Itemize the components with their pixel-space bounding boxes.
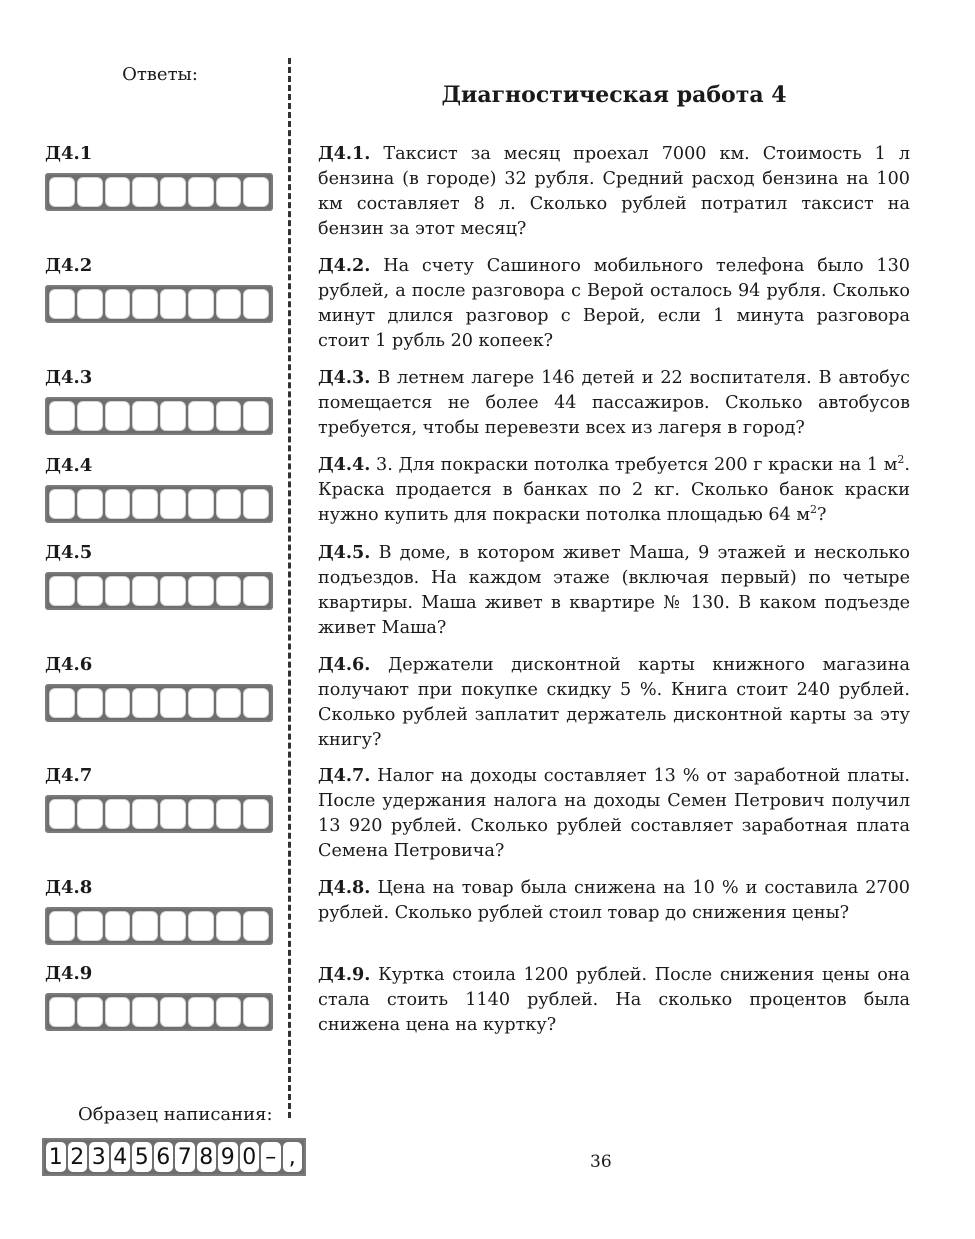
sample-digit: 3 [89,1142,109,1172]
sample-digit: 0 [240,1142,260,1172]
task-id: Д4.8. [318,877,371,898]
task-id: Д4.3. [318,367,371,388]
answer-cell[interactable] [188,799,214,829]
answer-cell[interactable] [243,289,269,319]
task-id: Д4.2. [318,255,371,276]
task-text: Таксист за месяц проехал 7000 км. Стоимость 1 л бензина (в городе) 32 рубля. Средний расход бензина на 100 км составляет 8 л. Сколько рублей потратил таксист на бензин за этот месяц? [318,144,910,239]
answer-cell[interactable] [77,576,103,606]
answer-cell[interactable] [188,177,214,207]
answer-cell[interactable] [160,997,186,1027]
sample-digit: 7 [175,1142,195,1172]
task-text: Держатели дисконтной карты книжного магазина получают при покупке скидку 5 %. Книга стоит 240 рублей. Сколько рублей заплатит держатель дисконтной карты за эту книгу? [318,655,910,750]
answer-block-9 [45,963,273,1031]
answer-label: Д4.6 [45,654,93,675]
sample-digit: 5 [132,1142,152,1172]
task-1 [318,141,910,242]
answer-boxes[interactable] [45,993,273,1031]
answer-cell[interactable] [77,688,103,718]
answer-cell[interactable] [49,799,75,829]
answer-cell[interactable] [188,289,214,319]
answer-cell[interactable] [77,401,103,431]
sample-dash: – [261,1142,281,1172]
task-text: Куртка стоила 1200 рублей. После снижения цены она стала стоить 1140 рублей. На сколько процентов была снижена цена на куртку? [318,965,910,1035]
task-id: Д4.6. [318,654,371,675]
sample-digit: 2 [68,1142,88,1172]
answer-cell[interactable] [243,576,269,606]
answer-cell[interactable] [132,911,158,941]
answer-cell[interactable] [132,177,158,207]
task-id: Д4.9. [318,964,371,985]
answer-cell[interactable] [77,799,103,829]
task-5 [318,540,910,641]
answer-cell[interactable] [77,289,103,319]
superscript: 2 [810,503,818,517]
answer-boxes[interactable] [45,173,273,211]
superscript: 2 [897,453,905,467]
answer-cell[interactable] [105,997,131,1027]
answer-block-5 [45,542,273,610]
answer-block-8 [45,877,273,945]
answer-label: Д4.5 [45,542,93,563]
answer-block-7 [45,765,273,833]
answer-cell[interactable] [188,489,214,519]
answer-boxes[interactable] [45,907,273,945]
answer-cell[interactable] [160,177,186,207]
answer-block-6 [45,654,273,722]
task-7 [318,763,910,864]
answer-cell[interactable] [188,997,214,1027]
answer-cell[interactable] [216,576,242,606]
answer-boxes[interactable] [45,397,273,435]
answer-cell[interactable] [77,911,103,941]
task-9 [318,962,910,1038]
answer-label: Д4.2 [45,255,93,276]
answer-cell[interactable] [49,911,75,941]
answer-cell[interactable] [105,576,131,606]
answer-cell[interactable] [49,289,75,319]
answer-boxes[interactable] [45,572,273,610]
answer-cell[interactable] [49,177,75,207]
answer-label: Д4.7 [45,765,93,786]
answer-block-4 [45,455,273,523]
sample-digit: 1 [46,1142,66,1172]
answer-cell[interactable] [160,799,186,829]
answer-boxes[interactable] [45,485,273,523]
sample-comma: , [283,1142,303,1172]
answer-boxes[interactable] [45,285,273,323]
sample-digit: 4 [111,1142,131,1172]
answer-cell[interactable] [216,997,242,1027]
task-2 [318,253,910,354]
answer-cell[interactable] [132,289,158,319]
answer-cell[interactable] [216,489,242,519]
task-4 [318,452,910,528]
task-8 [318,875,910,926]
answer-label: Д4.8 [45,877,93,898]
answer-cell[interactable] [49,688,75,718]
answers-heading: Ответы: [122,64,198,85]
dashed-cut-line [288,58,291,1118]
task-text: В летнем лагере 146 детей и 22 воспитателя. В автобус помещается не более 44 пассажиров. Сколько автобусов требуется, чтобы перевезти всех из лагеря в город? [318,368,910,438]
answer-cell[interactable] [77,997,103,1027]
task-text: 3. Для покраски потолка требуется 200 г краски на 1 м [376,455,898,475]
answer-block-3 [45,367,273,435]
task-text: Цена на товар была снижена на 10 % и составила 2700 рублей. Сколько рублей стоил товар до снижения цены? [318,878,910,923]
task-id: Д4.1. [318,143,371,164]
sample-digit: 6 [154,1142,174,1172]
answer-cell[interactable] [132,576,158,606]
task-id: Д4.5. [318,542,371,563]
answer-cell[interactable] [160,489,186,519]
answer-cell[interactable] [132,489,158,519]
answer-cell[interactable] [132,799,158,829]
answer-cell[interactable] [49,997,75,1027]
answer-cell[interactable] [132,688,158,718]
answer-cell[interactable] [49,401,75,431]
answer-cell[interactable] [132,997,158,1027]
task-text: На счету Сашиного мобильного телефона было 130 рублей, а после разговора с Верой осталось 94 рубля. Сколько минут длился разговор с Верой, если 1 минута разговора стоит 1 рубль 20 копеек? [318,256,910,351]
answer-cell[interactable] [160,401,186,431]
answer-cell[interactable] [49,576,75,606]
answer-cell[interactable] [77,177,103,207]
answer-cell[interactable] [49,489,75,519]
answer-cell[interactable] [160,688,186,718]
answer-block-2 [45,255,273,323]
answer-cell[interactable] [216,799,242,829]
answer-cell[interactable] [216,911,242,941]
page-number: 36 [590,1152,612,1172]
answer-cell[interactable] [243,489,269,519]
answer-cell[interactable] [105,289,131,319]
answer-cell[interactable] [216,177,242,207]
answer-cell[interactable] [132,401,158,431]
answer-cell[interactable] [188,688,214,718]
answer-cell[interactable] [216,401,242,431]
sample-digit: 8 [197,1142,217,1172]
answer-cell[interactable] [160,576,186,606]
answer-cell[interactable] [216,688,242,718]
answer-cell[interactable] [160,289,186,319]
answer-cell[interactable] [243,401,269,431]
sample-digit: 9 [218,1142,238,1172]
task-6 [318,652,910,753]
answer-cell[interactable] [160,911,186,941]
answer-cell[interactable] [243,911,269,941]
answer-label: Д4.1 [45,143,93,164]
answer-cell[interactable] [243,997,269,1027]
answer-cell[interactable] [243,177,269,207]
answer-boxes[interactable] [45,684,273,722]
answer-block-1 [45,143,273,211]
task-3 [318,365,910,441]
answer-label: Д4.4 [45,455,93,476]
answer-cell[interactable] [77,489,103,519]
answer-cell[interactable] [105,489,131,519]
task-text: В доме, в котором живет Маша, 9 этажей и несколько подъездов. На каждом этаже (включая первый) по четыре квартиры. Маша живет в квартире № 130. В каком подъезде живет Маша? [318,543,911,638]
task-id: Д4.4. [318,454,371,475]
answer-cell[interactable] [188,576,214,606]
answer-cell[interactable] [243,688,269,718]
answer-cell[interactable] [216,289,242,319]
sample-label: Образец написания: [78,1104,273,1125]
answer-cell[interactable] [243,799,269,829]
task-text: Налог на доходы составляет 13 % от заработной платы. После удержания налога на доходы Семен Петрович получил 13 920 рублей. Сколько рублей составляет заработная плата Семена Петровича? [318,766,910,861]
answer-cell[interactable] [105,688,131,718]
task-id: Д4.7. [318,765,371,786]
answer-boxes[interactable] [45,795,273,833]
answer-cell[interactable] [105,911,131,941]
task-text: . Краска продается в банках по 2 кг. Сколько банок краски нужно купить для покраски потолка площадью 64 м [318,455,910,525]
answer-label: Д4.3 [45,367,93,388]
answer-cell[interactable] [188,911,214,941]
task-text: ? [817,505,827,525]
answer-cell[interactable] [105,177,131,207]
answer-cell[interactable] [188,401,214,431]
answer-cell[interactable] [105,799,131,829]
answer-label: Д4.9 [45,963,93,984]
answer-cell[interactable] [105,401,131,431]
sample-digits [42,1138,306,1176]
page-title: Диагностическая работа 4 [441,82,787,108]
